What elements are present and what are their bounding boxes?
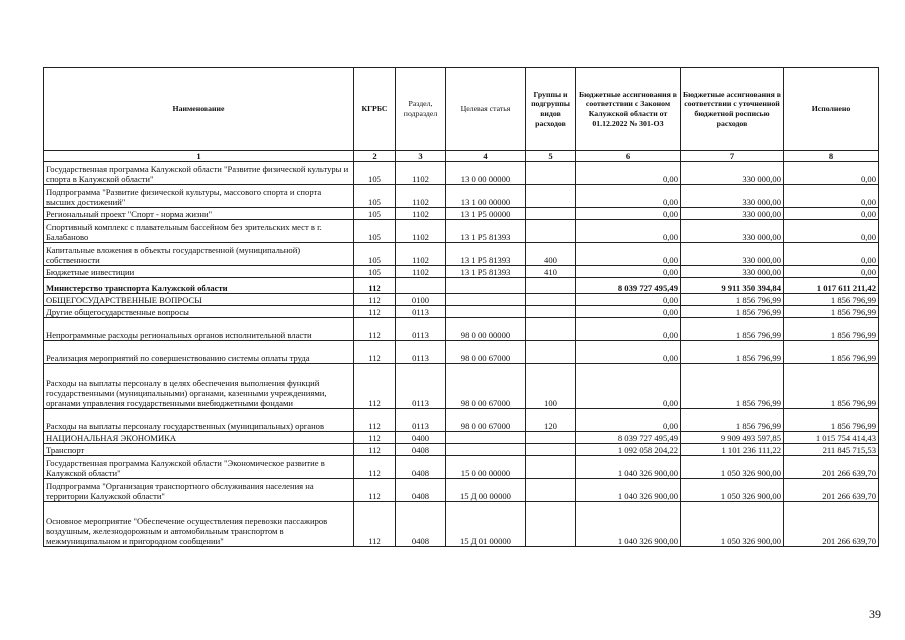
cell-target: 13 1 P5 00000 — [446, 208, 526, 220]
cell-refined: 330 000,00 — [681, 208, 784, 220]
cell-kgrbs: 112 — [354, 444, 396, 456]
table-row — [44, 318, 879, 341]
cell-kgrbs: 105 — [354, 243, 396, 266]
cell-name: ОБЩЕГОСУДАРСТВЕННЫЕ ВОПРОСЫ — [44, 294, 354, 306]
cell-law: 1 040 326 900,00 — [576, 456, 681, 479]
table-row — [44, 220, 879, 243]
cell-executed: 211 845 715,53 — [784, 444, 879, 456]
table-row — [44, 162, 879, 185]
cell-name: Основное мероприятие "Обеспечение осуществления перевозки пассажиров воздушным, железнодорожным и автомобильным транспортом в межмуниципальном и пригородном сообщении" — [44, 502, 354, 547]
cell-target: 98 0 00 67000 — [446, 409, 526, 432]
table-row — [44, 208, 879, 220]
column-number: 8 — [784, 151, 879, 162]
cell-section: 0113 — [396, 341, 446, 364]
cell-executed: 0,00 — [784, 185, 879, 208]
column-number: 5 — [526, 151, 576, 162]
cell-law: 1 040 326 900,00 — [576, 502, 681, 547]
table-row — [44, 409, 879, 432]
cell-executed: 201 266 639,70 — [784, 479, 879, 502]
cell-refined: 1 856 796,99 — [681, 364, 784, 409]
cell-law: 0,00 — [576, 220, 681, 243]
cell-section: 0408 — [396, 444, 446, 456]
cell-refined: 1 856 796,99 — [681, 341, 784, 364]
cell-law: 0,00 — [576, 364, 681, 409]
header-executed: Исполнено — [784, 68, 879, 151]
cell-refined: 330 000,00 — [681, 162, 784, 185]
cell-executed: 1 856 796,99 — [784, 294, 879, 306]
cell-group — [526, 294, 576, 306]
cell-name: Государственная программа Калужской области "Развитие физической культуры и спорта в Калужской области" — [44, 162, 354, 185]
cell-target: 13 1 P5 81393 — [446, 243, 526, 266]
cell-section: 1102 — [396, 162, 446, 185]
cell-group — [526, 162, 576, 185]
cell-kgrbs: 112 — [354, 341, 396, 364]
cell-name: Транспорт — [44, 444, 354, 456]
cell-refined: 9 909 493 597,85 — [681, 432, 784, 444]
cell-executed: 0,00 — [784, 243, 879, 266]
cell-section: 0408 — [396, 456, 446, 479]
cell-target — [446, 278, 526, 294]
cell-name: Региональный проект "Спорт - норма жизни" — [44, 208, 354, 220]
cell-refined: 330 000,00 — [681, 220, 784, 243]
cell-refined: 1 050 326 900,00 — [681, 502, 784, 547]
cell-target: 15 0 00 00000 — [446, 456, 526, 479]
table-body — [44, 162, 879, 547]
cell-law: 0,00 — [576, 409, 681, 432]
cell-group — [526, 278, 576, 294]
cell-target — [446, 294, 526, 306]
cell-executed: 0,00 — [784, 208, 879, 220]
table-row — [44, 502, 879, 547]
cell-target: 13 1 P5 81393 — [446, 220, 526, 243]
cell-section: 0113 — [396, 364, 446, 409]
cell-group — [526, 318, 576, 341]
cell-kgrbs: 105 — [354, 266, 396, 278]
cell-law: 0,00 — [576, 185, 681, 208]
cell-section: 0400 — [396, 432, 446, 444]
cell-executed: 1 856 796,99 — [784, 409, 879, 432]
table-row — [44, 243, 879, 266]
cell-section: 0113 — [396, 318, 446, 341]
cell-refined: 1 856 796,99 — [681, 306, 784, 318]
budget-table — [43, 67, 879, 547]
header-law: Бюджетные ассигнования в соответствии с Законом Калужской области от 01.12.2022 № 301-ОЗ — [576, 68, 681, 151]
cell-refined: 1 856 796,99 — [681, 318, 784, 341]
table-row — [44, 266, 879, 278]
cell-target: 98 0 00 67000 — [446, 341, 526, 364]
cell-group — [526, 479, 576, 502]
table-row — [44, 278, 879, 294]
cell-kgrbs: 112 — [354, 306, 396, 318]
cell-group — [526, 306, 576, 318]
header-name: Наименование — [44, 68, 354, 151]
table-row — [44, 294, 879, 306]
cell-name: НАЦИОНАЛЬНАЯ ЭКОНОМИКА — [44, 432, 354, 444]
cell-target — [446, 306, 526, 318]
cell-law: 0,00 — [576, 318, 681, 341]
cell-kgrbs: 112 — [354, 479, 396, 502]
cell-law: 1 040 326 900,00 — [576, 479, 681, 502]
header-target: Целевая статья — [446, 68, 526, 151]
cell-refined: 1 050 326 900,00 — [681, 479, 784, 502]
cell-target: 13 1 P5 81393 — [446, 266, 526, 278]
table-row — [44, 341, 879, 364]
cell-refined: 330 000,00 — [681, 243, 784, 266]
cell-group: 410 — [526, 266, 576, 278]
cell-refined: 1 101 236 111,22 — [681, 444, 784, 456]
cell-kgrbs: 105 — [354, 185, 396, 208]
cell-section: 1102 — [396, 208, 446, 220]
cell-name: Государственная программа Калужской области "Экономическое развитие в Калужской области" — [44, 456, 354, 479]
cell-group: 400 — [526, 243, 576, 266]
cell-kgrbs: 112 — [354, 364, 396, 409]
cell-name: Капитальные вложения в объекты государственной (муниципальной) собственности — [44, 243, 354, 266]
cell-kgrbs: 112 — [354, 409, 396, 432]
header-kgrbs: КГРБС — [354, 68, 396, 151]
cell-name: Спортивный комплекс с плавательным бассейном без зрительских мест в г. Балабаново — [44, 220, 354, 243]
cell-law: 8 039 727 495,49 — [576, 432, 681, 444]
table-row — [44, 456, 879, 479]
cell-executed: 201 266 639,70 — [784, 502, 879, 547]
header-group: Группы и подгруппы видов расходов — [526, 68, 576, 151]
cell-target — [446, 432, 526, 444]
cell-name: Расходы на выплаты персоналу в целях обеспечения выполнения функций государственными (муниципальными) органами, казенными учреждениями, органами управления государственными внебюджетными фондами — [44, 364, 354, 409]
cell-executed: 1 856 796,99 — [784, 318, 879, 341]
cell-section: 0408 — [396, 479, 446, 502]
cell-law: 1 092 058 204,22 — [576, 444, 681, 456]
cell-refined: 9 911 350 394,84 — [681, 278, 784, 294]
cell-target: 98 0 00 00000 — [446, 318, 526, 341]
cell-refined: 330 000,00 — [681, 266, 784, 278]
cell-executed: 1 015 754 414,43 — [784, 432, 879, 444]
cell-executed: 0,00 — [784, 266, 879, 278]
cell-kgrbs: 112 — [354, 318, 396, 341]
cell-group — [526, 208, 576, 220]
cell-refined: 1 856 796,99 — [681, 409, 784, 432]
cell-target — [446, 444, 526, 456]
cell-kgrbs: 112 — [354, 502, 396, 547]
cell-group: 120 — [526, 409, 576, 432]
cell-name: Подпрограмма "Развитие физической культуры, массового спорта и спорта высших достижений" — [44, 185, 354, 208]
cell-target: 15 Д 00 00000 — [446, 479, 526, 502]
column-number: 6 — [576, 151, 681, 162]
cell-law: 0,00 — [576, 266, 681, 278]
cell-kgrbs: 105 — [354, 162, 396, 185]
cell-section: 1102 — [396, 185, 446, 208]
cell-law: 0,00 — [576, 341, 681, 364]
cell-section: 1102 — [396, 266, 446, 278]
cell-name: Подпрограмма "Организация транспортного обслуживания населения на территории Калужской области" — [44, 479, 354, 502]
header-section: Раздел, подраздел — [396, 68, 446, 151]
cell-kgrbs: 112 — [354, 278, 396, 294]
cell-executed: 0,00 — [784, 162, 879, 185]
cell-executed: 1 856 796,99 — [784, 341, 879, 364]
cell-kgrbs: 105 — [354, 220, 396, 243]
cell-section: 1102 — [396, 243, 446, 266]
cell-law: 0,00 — [576, 306, 681, 318]
cell-law: 0,00 — [576, 162, 681, 185]
cell-group — [526, 444, 576, 456]
cell-kgrbs: 112 — [354, 294, 396, 306]
cell-executed: 1 017 611 211,42 — [784, 278, 879, 294]
cell-group: 100 — [526, 364, 576, 409]
cell-group — [526, 341, 576, 364]
cell-law: 8 039 727 495,49 — [576, 278, 681, 294]
cell-target: 98 0 00 67000 — [446, 364, 526, 409]
cell-name: Расходы на выплаты персоналу государственных (муниципальных) органов — [44, 409, 354, 432]
cell-law: 0,00 — [576, 243, 681, 266]
page-number: 39 — [869, 607, 881, 621]
cell-executed: 201 266 639,70 — [784, 456, 879, 479]
header-refined: Бюджетные ассигнования в соответствии с уточненной бюджетной росписью расходов — [681, 68, 784, 151]
cell-name: Реализация мероприятий по совершенствованию системы оплаты труда — [44, 341, 354, 364]
table-row — [44, 306, 879, 318]
cell-name: Другие общегосударственные вопросы — [44, 306, 354, 318]
table-row — [44, 479, 879, 502]
cell-refined: 1 856 796,99 — [681, 294, 784, 306]
cell-executed: 1 856 796,99 — [784, 364, 879, 409]
column-number: 4 — [446, 151, 526, 162]
cell-section: 0113 — [396, 409, 446, 432]
cell-group — [526, 456, 576, 479]
table-row — [44, 444, 879, 456]
cell-section: 1102 — [396, 220, 446, 243]
cell-section: 0408 — [396, 502, 446, 547]
cell-section: 0100 — [396, 294, 446, 306]
cell-kgrbs: 105 — [354, 208, 396, 220]
cell-target: 15 Д 01 00000 — [446, 502, 526, 547]
cell-section: 0113 — [396, 306, 446, 318]
cell-target: 13 1 00 00000 — [446, 185, 526, 208]
column-number: 7 — [681, 151, 784, 162]
table-row — [44, 185, 879, 208]
table-header-row — [44, 68, 879, 151]
cell-refined: 1 050 326 900,00 — [681, 456, 784, 479]
column-number: 1 — [44, 151, 354, 162]
cell-name: Министерство транспорта Калужской области — [44, 278, 354, 294]
cell-target: 13 0 00 00000 — [446, 162, 526, 185]
cell-section — [396, 278, 446, 294]
cell-executed: 1 856 796,99 — [784, 306, 879, 318]
cell-group — [526, 432, 576, 444]
cell-executed: 0,00 — [784, 220, 879, 243]
table-row — [44, 432, 879, 444]
cell-refined: 330 000,00 — [681, 185, 784, 208]
table-row — [44, 364, 879, 409]
cell-kgrbs: 112 — [354, 456, 396, 479]
cell-kgrbs: 112 — [354, 432, 396, 444]
cell-group — [526, 502, 576, 547]
cell-law: 0,00 — [576, 294, 681, 306]
cell-law: 0,00 — [576, 208, 681, 220]
cell-name: Непрограммные расходы региональных органов исполнительной власти — [44, 318, 354, 341]
column-number-row — [44, 151, 879, 162]
cell-name: Бюджетные инвестиции — [44, 266, 354, 278]
column-number: 2 — [354, 151, 396, 162]
cell-group — [526, 220, 576, 243]
cell-group — [526, 185, 576, 208]
column-number: 3 — [396, 151, 446, 162]
